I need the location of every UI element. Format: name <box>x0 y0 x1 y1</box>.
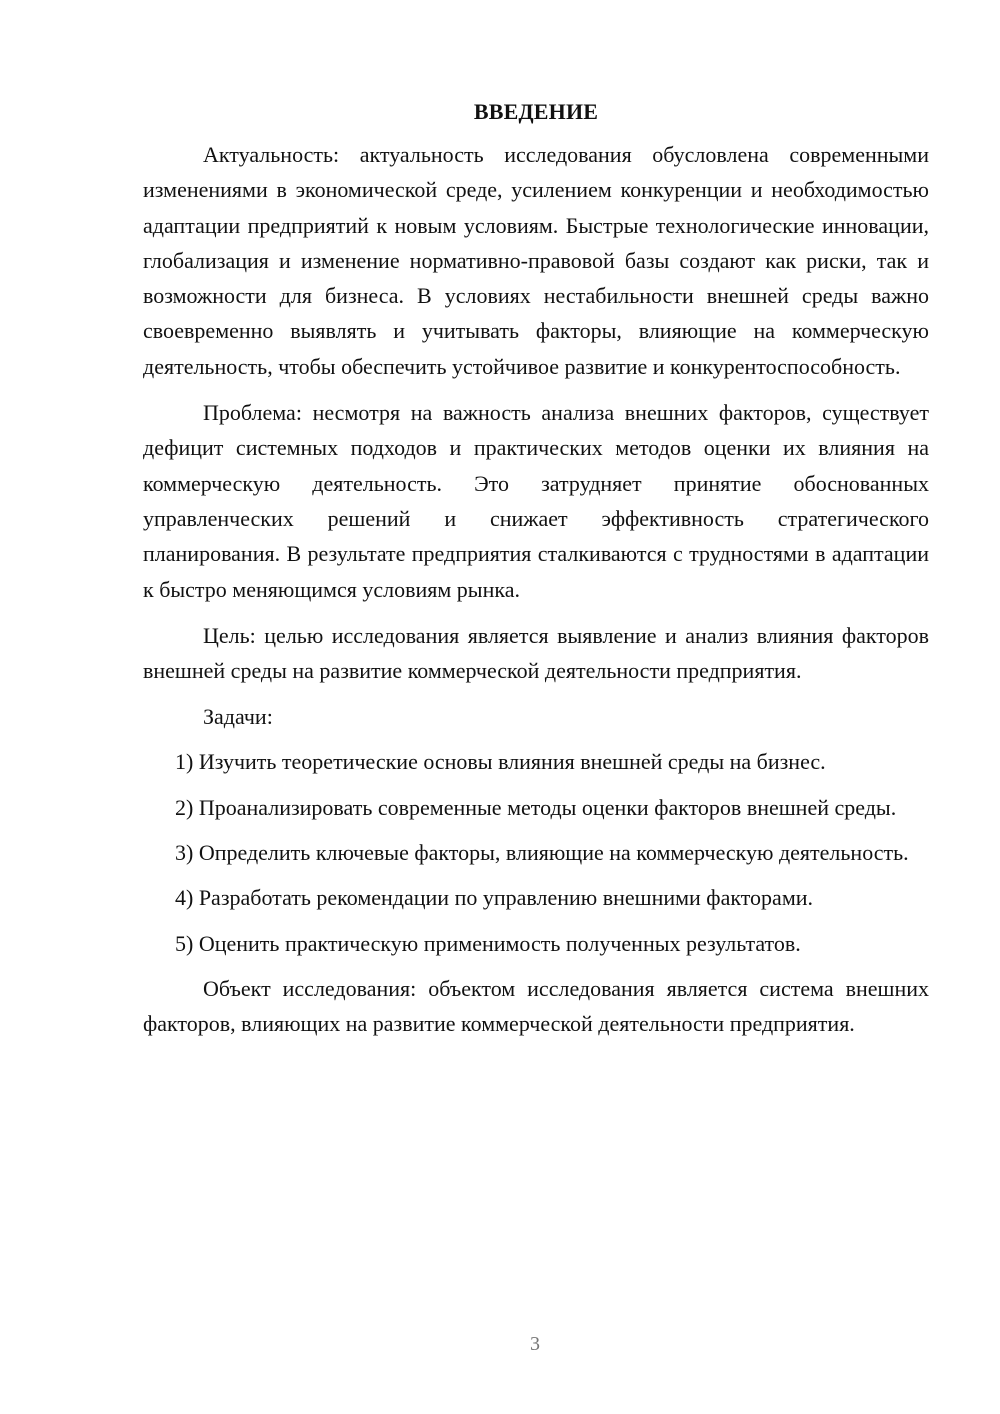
tasks-label: Задачи: <box>203 704 273 730</box>
page-content <box>143 94 929 1053</box>
paragraph-object: Объект исследования: объектом исследования является система внешних факторов, влияющих на развитие коммерческой деятельности предприятия. <box>143 975 929 1037</box>
task-item: 1) Изучить теоретические основы влияния внешней среды на бизнес. <box>175 749 826 775</box>
task-item: 5) Оценить практическую применимость полученных результатов. <box>175 930 801 956</box>
paragraph-goal: Цель: целью исследования является выявление и анализ влияния факторов внешней среды на развитие коммерческой деятельности предприятия. <box>143 622 929 684</box>
page-number: 3 <box>530 1333 540 1355</box>
task-item: 4) Разработать рекомендации по управлению внешними факторами. <box>175 885 814 911</box>
paragraph-problem: Проблема: несмотря на важность анализа внешних факторов, существует дефицит системных подходов и практических методов оценки их влияния на коммерческую деятельность. Это затрудняет принятие обоснованных управленческих решений и снижает эффективность стратегического планирования. В результате предприятия сталкиваются с трудностями в адаптации к быстро меняющимся условиям рынка. <box>143 400 929 602</box>
task-list <box>143 744 929 960</box>
section-heading: ВВЕДЕНИЕ <box>473 99 599 124</box>
task-item: 2) Проанализировать современные методы оценки факторов внешней среды. <box>175 794 897 820</box>
paragraph-relevance: Актуальность: актуальность исследования обусловлена современными изменениями в экономической среде, усилением конкуренции и необходимостью адаптации предприятий к новым условиям. Быстрые технологические инновации, глобализация и изменение нормативно-правовой базы создают как риски, так и возможности для бизнеса. В условиях нестабильности внешней среды важно своевременно выявлять и учитывать факторы, влияющие на коммерческую деятельность, чтобы обеспечить устойчивое развитие и конкурентоспособность. <box>143 142 929 379</box>
task-item: 3) Определить ключевые факторы, влияющие на коммерческую деятельность. <box>175 840 909 866</box>
